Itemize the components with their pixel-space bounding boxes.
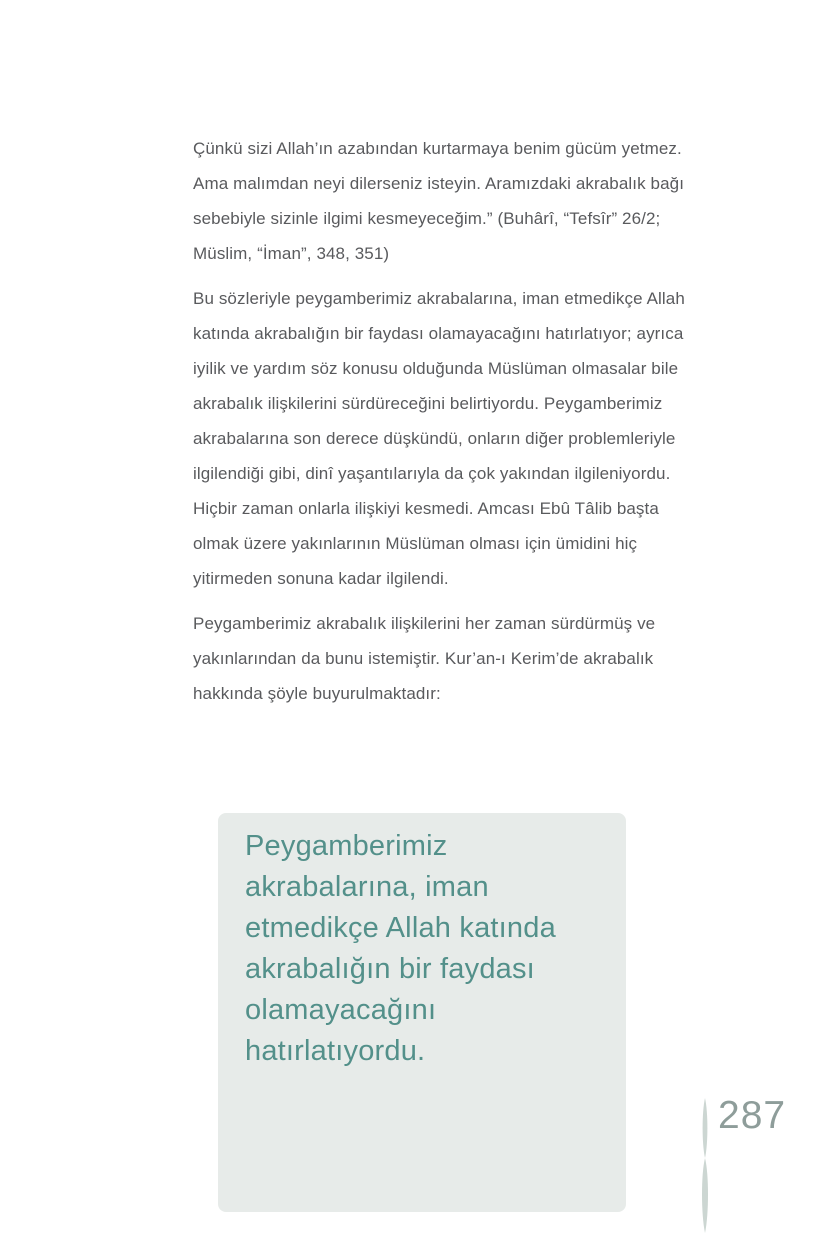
body-text-column	[193, 131, 687, 721]
leaf-icon	[698, 1098, 712, 1233]
page-number: 287	[718, 1094, 787, 1137]
paragraph-hadith-quote: Çünkü sizi Allah’ın azabından kurtarmaya benim gücüm yetmez. Ama malımdan neyi dilerseniz isteyin. Aramızdaki akrabalık bağı sebebiyle sizinle ilgimi kesmeyeceğim.” (Buhârî, “Tefsîr” 26/2; Müslim, “İman”, 348, 351)	[193, 139, 685, 263]
paragraph-verse-intro: Peygamberimiz akrabalık ilişkilerini her zaman sürdürmüş ve yakınlarından da bunu istemiştir. Kur’an-ı Kerim’de akrabalık hakkında şöyle buyurulmaktadır:	[193, 614, 656, 703]
paragraph-commentary: Bu sözleriyle peygamberimiz akrabalarına, iman etmedikçe Allah katında akrabalığın bir faydası olamayacağını hatırlatıyor; ayrıca iyilik ve yardım söz konusu olduğunda Müslüman olmasalar bile akrabalık ilişkilerini sürdüreceğini belirtiyordu. Peygamberimiz akrabalarına son derece düşkündü, onların diğer problemleriyle ilgilendiği gibi, dinî yaşantılarıyla da çok yakından ilgileniyordu. Hiçbir zaman onlarla ilişkiyi kesmedi. Amcası Ebû Tâlib başta olmak üzere yakınlarının Müslüman olması için ümidini hiç yitirmeden sonuna kadar ilgilendi.	[193, 289, 685, 588]
pull-quote-text: Peygamberimiz akrabalarına, iman etmedikçe Allah katında akrabalığın bir faydası olamayacağını hatırlatıyordu.	[245, 830, 556, 1067]
pull-quote-box	[218, 813, 626, 1212]
